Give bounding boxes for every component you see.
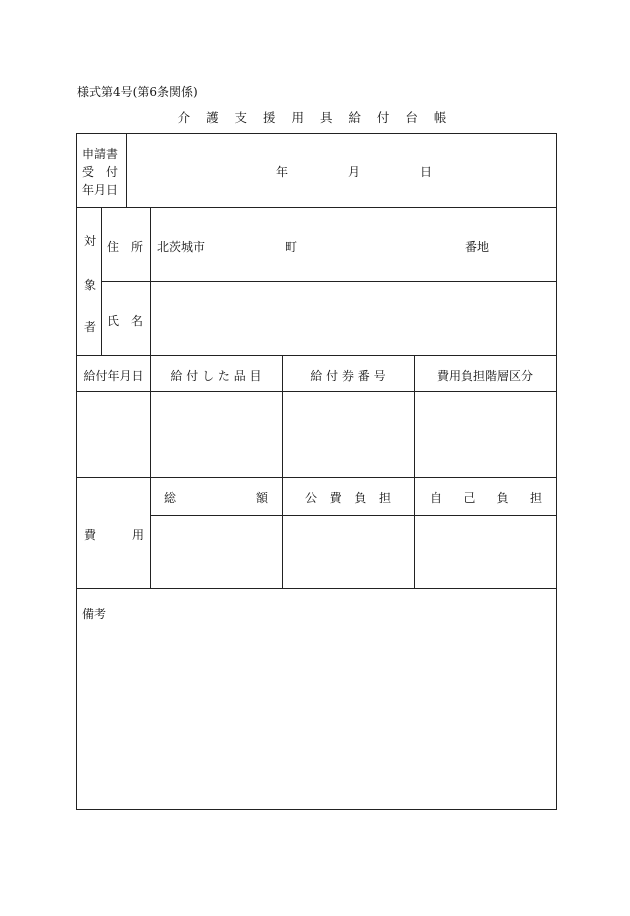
subject-label-char: 象 (84, 278, 97, 292)
voucher-number-header: 給 付 券 番 号 (310, 369, 386, 383)
subject-label-char: 者 (84, 320, 97, 334)
self-burden-char: 負 (496, 491, 509, 505)
form-number: 様式第4号(第6条関係) (77, 85, 198, 99)
page-title: 介 護 支 援 用 具 給 付 台 帳 (177, 110, 453, 125)
cost-label-char: 費 (84, 528, 97, 542)
total-amount-header (164, 489, 268, 506)
subject-label-char: 対 (84, 234, 97, 248)
address-town[interactable]: 町 (285, 240, 298, 254)
self-burden-header (430, 489, 542, 506)
public-burden-char: 担 (378, 491, 391, 505)
address-label: 住 所 (107, 240, 144, 254)
receipt-month-field[interactable]: 月 (348, 165, 361, 179)
delivered-item-cell[interactable] (152, 393, 280, 475)
voucher-number-cell[interactable] (284, 393, 412, 475)
public-burden-char: 公 (305, 491, 318, 505)
receipt-day-field[interactable]: 日 (420, 165, 433, 179)
cost-tier-cell[interactable] (416, 393, 554, 475)
total-amount-char: 総 (164, 491, 177, 505)
name-label: 氏 名 (107, 314, 144, 328)
public-burden-char: 費 (329, 491, 342, 505)
delivery-date-header: 給付年月日 (83, 369, 144, 383)
remarks-field[interactable] (78, 625, 554, 805)
cost-label-char: 用 (132, 528, 145, 542)
receipt-label-line: 年月日 (82, 183, 119, 197)
self-burden-char: 自 (430, 491, 443, 505)
receipt-label-line: 申請書 (82, 147, 119, 161)
name-field[interactable] (157, 312, 547, 330)
address-lot[interactable]: 番地 (465, 240, 490, 254)
remarks-label: 備考 (82, 607, 107, 621)
total-amount-cell[interactable] (152, 517, 280, 586)
self-burden-char: 己 (463, 491, 476, 505)
total-amount-char: 額 (255, 491, 268, 505)
self-burden-char: 担 (529, 491, 542, 505)
self-burden-cell[interactable] (416, 517, 554, 586)
public-burden-char: 負 (354, 491, 367, 505)
delivered-item-header: 給 付 し た 品 目 (170, 369, 262, 383)
public-burden-header (305, 489, 391, 506)
cost-tier-header: 費用負担階層区分 (436, 369, 533, 383)
address-city[interactable]: 北茨城市 (157, 240, 206, 254)
delivery-date-cell[interactable] (78, 393, 149, 475)
receipt-label-line: 受 付 (82, 165, 119, 179)
public-burden-cell[interactable] (284, 517, 412, 586)
receipt-year-field[interactable]: 年 (276, 165, 289, 179)
